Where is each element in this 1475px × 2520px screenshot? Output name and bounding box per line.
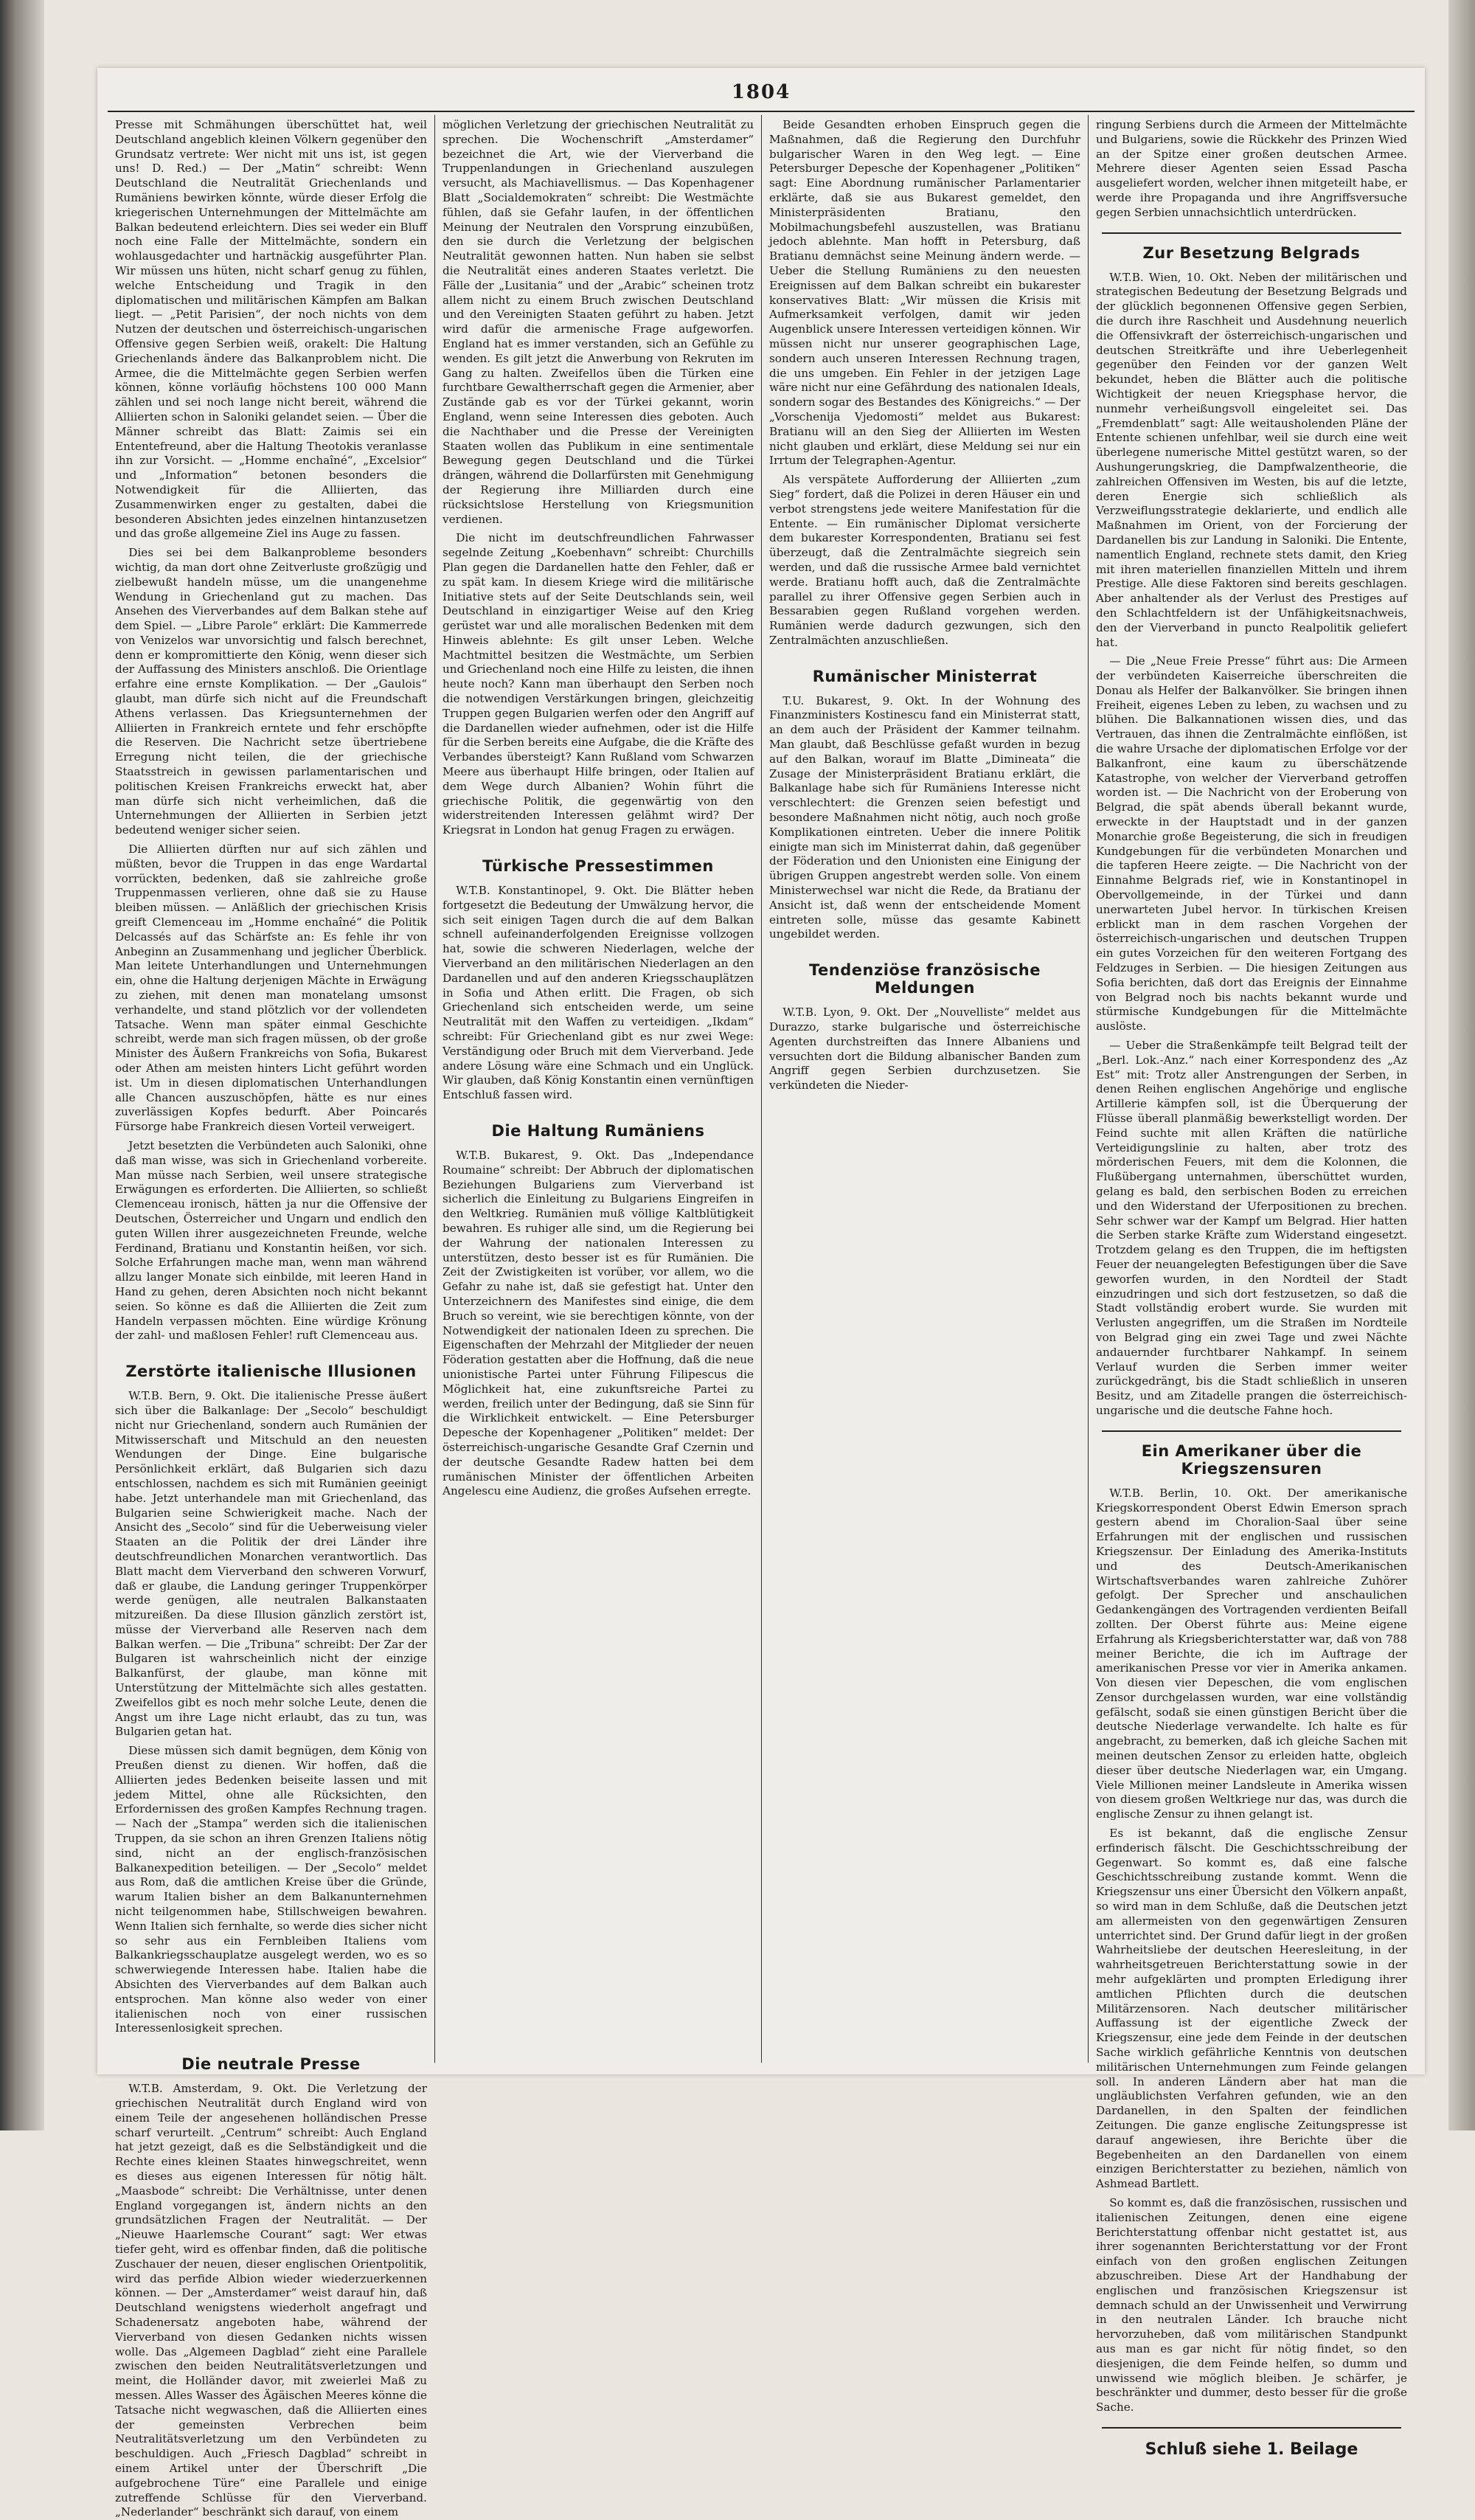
article-headline: Tendenziöse französische Meldungen (809, 961, 1041, 997)
article-headline: Rumänischer Ministerrat (812, 667, 1038, 685)
column-1 (108, 115, 434, 2519)
article-paragraph: Als verspätete Aufforderung der Alliierten „zum Sieg“ fordert, daß die Polizei in deren Häuser ein und verbot strengstens jede weitere Manifestation für die Entente. — Ein rumänischer Diplomat versicherte dem bukarester Korrespondenten, Bratianu sei fest überzeugt, daß die Zentralmächte siegreich sein werden, und daß die russische Armee bald vernichtet werde. Bratianu hofft auch, daß die Zentralmächte parallel zu ihrer Offensive gegen Serbien auch in Bessarabien gegen Rußland vorgehen werden. Rumänien werde dadurch gezwungen, sich den Zentralmächten anzuschließen. (769, 473, 1080, 647)
article-paragraph: W.T.B. Berlin, 10. Okt. Der amerikanische Kriegskorrespondent Oberst Edwin Emerson sprach gestern abend im Choralion-Saal über seine Erfahrungen mit der englischen und russischen Kriegszensur. Der Einladung des Amerika-Instituts und des Deutsch-Amerikanischen Wirtschaftsverbandes waren zahlreiche Zuhörer gefolgt. Der Sprecher und anschaulichen Gedankengängen des Vortragenden verdienten Beifall zollten. Der Oberst führte aus: Meine eigene Erfahrung als Kriegsberichterstatter war, daß von 788 meiner Berichte, die ich im Auftrage der amerikanischen Presse vor vier in Amerika ankamen. Von diesen vier Depeschen, die vom englischen Zensor durchgelassen wurden, war eine vollständig gefälscht, sodaß sie einen günstigen Bericht über die deutsche Niederlage verwandelte. Ich halte es für angebracht, zu bemerken, daß ich gleiche Sachen mit meinen deutschen Zensor zu erleiden hatte, obgleich dieser über deutsche Niederlagen war, ein Umgang. Viele Millionen meiner Landsleute in Amerika wissen von diesem großen Weltkriege nur das, was durch die englische Zensur zu ihnen gelangt ist. (1096, 1486, 1407, 1821)
article-paragraph: möglichen Verletzung der griechischen Neutralität zu sprechen. Die Wochenschrift „Amsterdamer“ bezeichnet die Art, wie der Vierverband die Truppenlandungen in Griechenland auszulegen versucht, als Machiavellismus. — Das Kopenhagener Blatt „Socialdemokraten“ schreibt: Die Westmächte fühlen, daß sie Gefahr laufen, in der öffentlichen Meinung der Neutralen den Vorsprung einzubüßen, den sie durch die Verletzung der belgischen Neutralität gewonnen hatten. Nun haben sie selbst die Neutralität eines anderen Staates verletzt. Die Fälle der „Lusitania“ und der „Arabic“ scheinen trotz allem nicht zu einem Bruch zwischen Deutschland und den Vereinigten Staaten geführt zu haben. Jetzt wird dafür die armenische Frage aufgeworfen. England hat es immer verstanden, sich an Gefühle zu wenden. Es gilt jetzt die Anwerbung von Rekruten im Gang zu halten. Zweifellos üben die Türken eine furchtbare Gewaltherrschaft gegen die Armenier, aber Zustände gab es vor der Türkei gekannt, worin England, wenn seine Interessen dies geboten. Auch die Nachthaber und die Presse der Vereinigten Staaten wollen das Publikum in eine sentimentale Bewegung gegen Deutschland und die Türkei drängen, während die Dollarfürsten mit Genehmigung der Regierung ihre Milliarden durch eine rücksichtslose Herstellung von Kriegsmunition verdienen. (442, 118, 754, 526)
newspaper-page (97, 68, 1425, 2519)
article-paragraph: W.T.B. Lyon, 9. Okt. Der „Nouvelliste“ meldet aus Durazzo, starke bulgarische und österreichische Agenten durchstreiften das Innere Albaniens und versuchten dort die Bildung albanischer Banden zum Angriff gegen Serbien durchzusetzen. Sie verkündeten die Nieder- (769, 1005, 1080, 1093)
article-headline: Zur Besetzung Belgrads (1142, 243, 1361, 262)
header-rule (108, 111, 1415, 112)
article-paragraph: Jetzt besetzten die Verbündeten auch Saloniki, ohne daß man wisse, was sich in Griechenland vorbereite. Man müsse nach Serbien, weil unsere strategische Erwägungen es erforderten. Die Alliierten, so schließt Clemenceau ironisch, hätten ja nur die Offensive der Deutschen, Österreicher und Ungarn und endlich den guten Willen ihrer ausgezeichneten Freunde, welche Ferdinand, Bratianu und Konstantin heißen, vor sich. Solche Erfahrungen mache man, wenn man während allzu langer Monate sich einbilde, mit leeren Hand in Hand zu gehen, deren Absichten noch nicht bekannt seien. So könne es daß die Alliierten die Zeit zum Handeln verpassen möchten. Eine würdige Krönung der zahl- und maßlosen Fehler! ruft Clemenceau aus. (115, 1138, 427, 1343)
article-headline: Die neutrale Presse (181, 2055, 361, 2074)
article-paragraph: Es ist bekannt, daß die englische Zensur erfinderisch fälscht. Die Geschichtsschreibung der Gegenwart. So kommt es, daß eine falsche Geschichtsschreibung zustande kommt. Wenn die Kriegszensur uns einer Übersicht den Völkern anpaßt, so wird man in dem Schluße, daß die Deutschen jetzt am allermeisten von den gegenwärtigen Zensuren unterrichtet sind. Der Grund dafür liegt in der großen Wahrheitsliebe der deutschen Heeresleitung, in der wahrheitsgetreuen Berichterstattung sowie in der mehr aufgeklärten und prompten Erledigung ihrer amtlichen Pflichten durch die deutschen Militärzensoren. Nach deutscher militärischer Auffassung ist der eigentliche Zweck der Kriegszensur, eine jede dem Feinde in der deutschen Sache wirklich gefährliche Kenntnis von deutschen militärischen Unternehmungen zum Feinde gelangen soll. In anderen Ländern aber hat man die ungläublichsten Verfahren gefunden, wie an den Dardanellen, in den Spalten der feindlichen Zeitungen. Die ganze englische Zeitungspresse ist darauf angewiesen, ihre Berichte über die Begebenheiten an den Dardanellen von einem einzigen Berichterstatter zu beziehen, nämlich von Ashmead Bartlett. (1096, 1827, 1407, 2191)
article-headline: Die Haltung Rumäniens (491, 1122, 705, 1140)
article-paragraph: — Ueber die Straßenkämpfe teilt Belgrad teilt der „Berl. Lok.-Anz.“ nach einer Korrespondenz des „Az Est“ mit: Trotz aller Anstrengungen der Serben, in denen Reihen englischen Angehörige und englische Artillerie kämpfen soll, ist die Überquerung der Flüsse überall planmäßig bewerkstelligt worden. Der Feind suchte mit allen Kräften die natürliche Verteidigungslinie zu halten, aber trotz des mörderischen Feuers, mit dem die Kolonnen, die Flußübergang unternahmen, überschüttet wurden, gelang es bald, den serbischen Boden zu erreichen und den Widerstand der Uferpositionen zu brechen. Sehr schwer war der Kampf um Belgrad. Hier hatten die Serben starke Kräfte zum Widerstand eingesetzt. Trotzdem gelang es den Truppen, die im heftigsten Feuer der neuangelegten Befestigungen über die Save geworfen wurden, in den Nordteil der Stadt einzudringen und sich dort festzusetzen, so daß die Stadt vollständig erobert wurde. Sie wurden mit Verlusten angegriffen, um die Straßen im Nordteile von Belgrad ging ein zwei Tage und zwei Nächte andauernder furchtbarer Nahkampf. In seinem Verlauf wurden die Serben immer weiter zurückgedrängt, bis die Stadt schließlich in unseren Besitz, und am Zitadelle prangen die österreichisch-ungarische und die deutsche Fahne hoch. (1096, 1039, 1407, 1417)
book-binding-edge (0, 0, 44, 2130)
article-paragraph: ringung Serbiens durch die Armeen der Mittelmächte und Bulgariens, sowie die Rückkehr des Prinzen Wied an der Spitze einer großen deutschen Armee. Mehrere dieser Agenten seien Essad Pascha ausgeliefert worden, welcher ihnen mitgeteilt habe, er werde ihre Propaganda und ihre Angriffsversuche gegen Serbien unnachsichtlich unterdrücken. (1096, 118, 1407, 219)
article-paragraph: T.U. Bukarest, 9. Okt. In der Wohnung des Finanzministers Kostinescu fand ein Ministerrat statt, an dem auch der Präsident der Kammer teilnahm. Man glaubt, daß Beschlüsse gefaßt wurden in bezug auf den Balkan, worauf im Blatte „Dimineata“ die Zusage der Ministerpräsident Bratianu erklärt, die Balkanlage habe sich für Rumäniens Interesse nicht verschlechtert: die Grenzen seien befestigt und besondere Maßnahmen nicht nötig, auch noch große Komplikationen eintreten. Ueber die innere Politik einigte man sich im Ministerrat dahin, daß gegenüber der Föderation und den Unionisten eine Einigung der übrigen Gruppen angestrebt werden solle. Von einem Ministerwechsel war nicht die Rede, da Bratianu der Ansicht ist, daß wenn der entscheidende Moment eintreten solle, müsse das gesamte Kabinett ungebildet werden. (769, 693, 1080, 941)
article-paragraph: W.T.B. Bern, 9. Okt. Die italienische Presse äußert sich über die Balkanlage: Der „Secolo“ beschuldigt nicht nur Griechenland, sondern auch Rumänien der Mitwisserschaft und Mitschuld an den neuesten Wendungen der Dinge. Eine bulgarische Persönlichkeit erklärt, daß Bulgarien sich dazu entschlossen, nachdem es sich mit Rumänien geeinigt habe. Jetzt unterhandele man mit Griechenland, das Bulgarien seine Schwierigkeit mache. Nach der Ansicht des „Secolo“ sind für die Ueberweisung vieler Staaten an die Politik der drei Länder ihre deutschfreundlichen Monarchen verantwortlich. Das Blatt macht dem Vierverband den schweren Vorwurf, daß er glaube, die Landung geringer Truppenkörper werde genügen, alle neutralen Balkanstaaten mitzureißen. Da diese Illusion gänzlich zerstört ist, müsse der Vierverband alle Reserven nach dem Balkan werfen. — Die „Tribuna“ schreibt: Der Zar der Bulgaren ist wahrscheinlich nicht der einzige Balkanfürst, der glaube, man könne mit Unterstützung der Mittelmächte sich alles gestatten. Zweifellos gibt es noch mehr solche Leute, denen die Angst um ihre Lage nicht erlaubt, das zu tun, was Bulgarien getan hat. (115, 1389, 427, 1739)
article-headline: Türkische Pressestimmen (482, 857, 714, 876)
continuation-note: Schluß siehe 1. Beilage (1145, 2440, 1358, 2459)
article-headline: Ein Amerikaner über die Kriegszensuren (1141, 1441, 1362, 1478)
article-paragraph: Diese müssen sich damit begnügen, dem König von Preußen dienst zu dienen. Wir hoffen, daß die Alliierten jedes Bedenken beiseite lassen und mit jedem Mittel, ohne alle Rücksichten, den Erfordernissen des großen Kampfes Rechnung tragen. — Nach der „Stampa“ werden sich die italienischen Truppen, da sie schon an ihren Grenzen Italiens nötig sind, nicht an der englisch-französischen Balkanexpedition beteiligen. — Der „Secolo“ meldet aus Rom, daß die amtlichen Kreise über die Gründe, warum Italien bisher an dem Balkanunternehmen nicht teilgenommen habe, Stillschweigen bewahren. Wenn Italien sich fernhalte, so werde dies sicher nicht so sehr aus ein Fernbleiben Italiens vom Balkankriegsschauplatze ausgelegt werden, wo es so schwerwiegende Interessen habe. Italien habe die Absichten des Vierverbandes auf dem Balkan auch entsprochen. Man könne also weder von einer italienischen noch von einer russischen Interessenlosigkeit sprechen. (115, 1744, 427, 2035)
page-number: 1804 (731, 81, 791, 103)
column-3 (761, 115, 1088, 2063)
article-separator (1102, 232, 1401, 234)
page-stack-edge (1448, 0, 1475, 2130)
article-paragraph: Die nicht im deutschfreundlichen Fahrwasser segelnde Zeitung „Koebenhavn“ schreibt: Churchills Plan gegen die Dardanellen hatte den Fehler, daß er zu spät kam. In diesem Kriege wird die militärische Initiative stets auf der Seite Deutschlands sein, weil Deutschland in einzigartiger Weise auf den Krieg gerüstet war und alle moralischen Bedenken mit dem Hinweis ablehnte: Es gilt unser Leben. Welche Machtmittel besitzen die Westmächte, um Serbien und Griechenland noch eine Hilfe zu leisten, die ihnen heute noch? Kann man überhaupt den Serben noch die notwendigen Verstärkungen bringen, gleichzeitig Truppen gegen Bulgarien werfen oder den Angriff auf die Dardanellen wieder aufnehmen, oder ist die Hilfe für die Serben bereits eine Aufgabe, die die Kräfte des Verbandes übersteigt? Kann Rußland vom Schwarzen Meere aus überhaupt Hilfe bringen, oder Italien auf dem Wege durch Albanien? Wohin führt die griechische Politik, die gegenwärtig von den widerstreitenden Interessen gelähmt wird? Der Kriegsrat in London hat genug Fragen zu erwägen. (442, 531, 754, 837)
article-paragraph: W.T.B. Bukarest, 9. Okt. Das „Independance Roumaine“ schreibt: Der Abbruch der diplomatischen Beziehungen Bulgariens zum Vierverband ist sicherlich die Einleitung zu Bulgariens Eingreifen in den Weltkrieg. Rumänien muß völlige Kaltblütigkeit bewahren. Es ruhiger alle sind, um die Regierung bei der Wahrung der nationalen Interessen zu unterstützen, desto besser ist es für Rumänien. Die Zeit der Zwistigkeiten ist vorüber, vor allem, wo die Gefahr zu nahe ist, daß sie gefestigt hat. Unter den Unterzeichnern des Manifestes sind einige, die dem Bruch so vereint, wie sie berechtigen könnte, von der Notwendigkeit der nationalen Ideen zu sprechen. Die Eigenschaften der Mehrzahl der Mitglieder der neuen Föderation gestatten aber die Hoffnung, daß die neue unionistische Partei unter Führung Filipescus die Möglichkeit hat, eine zukunftsreiche Partei zu werden, freilich unter der Bedingung, daß sie Sinn für die Wirklichkeit entwickelt. — Eine Petersburger Depesche der Kopenhagener „Politiken“ meldet: Der österreichisch-ungarische Gesandte Graf Czernin und der deutsche Gesandte Radew hatten bei dem rumänischen Minister der öffentlichen Arbeiten Angelescu eine Audienz, die großes Aufsehen erregte. (442, 1149, 754, 1498)
text-columns (108, 115, 1415, 2519)
article-paragraph: — Die „Neue Freie Presse“ führt aus: Die Armeen der verbündeten Kaiserreiche überschreiten die Donau als Helfer der Balkanvölker. Sie bringen ihnen Freiheit, eigenes Leben zu leben, zu wachsen und zu blühen. Die Balkannationen wissen dies, und das Vertrauen, das ihnen die Zentralmächte einflößen, ist die wahre Ursache der diplomatischen Erfolge vor der Balkanfront, eine kaum zu überschätzende Katastrophe, von welcher der Vierverband getroffen worden ist. — Die Nachricht von der Eroberung von Belgrad, die spät abends überall bekannt wurde, erweckte in der Hauptstadt und in der ganzen Monarchie große Begeisterung, die sich in freudigen Kundgebungen für die verbündeten Monarchen und die tapferen Heere zeigte. — Die Nachricht von der Einnahme Belgrads rief, wie in Konstantinopel in Obervollgemeinde, in der Türkei und dann unerwarteten Jubel hervor. In türkischen Kreisen erblickt man in dem raschen Vorgehen der österreichisch-ungarischen und deutschen Truppen ein gutes Vorzeichen für den weiteren Fortgang des Feldzuges in Serbien. — Die hiesigen Zeitungen aus Sofia berichten, daß dort das Ereignis der Einnahme von Belgrad noch bis nachts bekannt wurde und stürmische Kundgebungen für die Mittelmächte auslöste. (1096, 654, 1407, 1034)
article-paragraph: So kommt es, daß die französischen, russischen und italienischen Zeitungen, denen eine eigene Berichterstattung offenbar nicht gestattet ist, aus ihrer sogenannten Berichterstattung vor der Front einfach von den großen englischen Zeitungen abzuschreiben. Diese Art der Handhabung der englischen und französischen Kriegszensur ist demnach schuld an der Unwissenheit und Verwirrung in den neutralen Länder. Ich brauche nicht hervorzuheben, daß vom militärischen Standpunkt aus man es gar nicht für nötig findet, so den diesjenigen, die dem Feinde helfen, so dumm und unwissend wie möglich bleiben. Je schärfer, je beschränkter und dummer, desto besser für die große Sache. (1096, 2195, 1407, 2415)
article-separator (1102, 2427, 1401, 2429)
article-headline: Zerstörte italienische Illusionen (125, 1363, 417, 1381)
article-paragraph: W.T.B. Wien, 10. Okt. Neben der militärischen und strategischen Bedeutung der Besetzung Belgrads und der glücklich begonnenen Offensive gegen Serbien, die durch ihre Raschheit und Ausdehnung neuerlich die Offensivkraft der österreichisch-ungarischen und deutschen Streitkräfte und ihre Ueberlegenheit gegenüber den Feinden vor der ganzen Welt bekundet, heben die Blätter auch die politische Wichtigkeit der neuen Kriegsphase hervor, die nunmehr verheißungsvoll eingeleitet sei. Das „Fremdenblatt“ sagt: Alle weitausholenden Pläne der Entente schienen unfehlbar, weil sie durch eine weit überlegene numerische Mittel gestützt waren, so der Aushungerungskrieg, die Dampfwalzentheorie, die zahlreichen Offensiven im Westen, bis auf die letzte, deren Energie sich schließlich als Verzweiflungsstrategie deklarierte, und endlich alle Maßnahmen im Orient, von der Forcierung der Dardanellen bis zur Landung in Saloniki. Die Entente, namentlich England, rechnete stets damit, den Krieg mit ihren materiellen finanziellen Mitteln und ihrem Prestige. Alle diese Faktoren sind bereits geschlagen. Aber anhaltender als der Verlust des Prestiges auf den Schlachtfeldern ist der Unfähigkeitsnachweis, den der Vierverband in puncto Realpolitik geliefert hat. (1096, 270, 1407, 649)
column-4 (1088, 115, 1415, 2459)
article-paragraph: Dies sei bei dem Balkanprobleme besonders wichtig, da man dort ohne Zeitverluste großzügig und zielbewußt handeln müsse, um die unangenehme Wendung in Griechenland gut zu machen. Das Ansehen des Vierverbandes auf dem Balkan stehe auf dem Spiel. — „Libre Parole“ erklärt: Die Kammerrede von Venizelos war unvorsichtig und falsch berechnet, denn er kompromittierte den König, wenn dieser sich der Auffassung des Ministers anschloß. Die Orientlage erfahre eine ernste Komplikation. — Der „Gaulois“ glaubt, man dürfe sich nicht auf die Freundschaft Athens verlassen. Das Kriegsunternehmen der Alliierten in Frankreich erntete und fehr erschöpfte die Reserven. Die Nachricht setze übertriebene Erregung nicht teilen, die der griechische Staatsstreich in gewissen parlamentarischen und politischen Kreisen Frankreichs erweckt hat, aber man dürfe sich nicht verheimlichen, daß die Unternehmungen der Alliierten in Serbien jetzt bedeutend weniger sicher seien. (115, 546, 427, 837)
article-paragraph: Die Alliierten dürften nur auf sich zählen und müßten, bevor die Truppen in das enge Wardartal vorrückten, bedenken, daß sie zahlreiche große Truppenmassen verlieren, ohne daß sie zu Hause bleiben müssen. — Anläßlich der griechischen Krisis greift Clemenceau im „Homme enchaîné“ die Politik Delcassés auf das Schärfste an: Es fehle ihr von Anbeginn an Zusammenhang und jeglicher Überblick. Man leitete Unterhandlungen und Unternehmungen ein, ohne die Haltung derjenigen Mächte in Erwägung zu ziehen, mit denen man monatelang umsonst verhandelte, und stand plötzlich vor der vollendeten Tatsache. Wenn man später einmal Geschichte schreibt, werde man sich fragen müssen, ob der große Minister des Äußern Frankreichs von Sofia, Bukarest oder Athen am meisten hinters Licht geführt worden ist. Um in diesen diplomatischen Unterhandlungen alle Chancen auszuschöpfen, hätte es nur eines zuverlässigen Kopfes bedurft. Aber Poincarés Fürsorge habe Frankreich diesen Vorteil verweigert. (115, 842, 427, 1134)
article-paragraph: Beide Gesandten erhoben Einspruch gegen die Maßnahmen, daß die Regierung den Durchfuhr bulgarischer Waren in den Weg legt. — Eine Petersburger Depesche der Kopenhagener „Politiken“ sagt: Eine Abordnung rumänischer Parlamentarier erklärte, daß sie aus Bukarest gemeldet, den Ministerpräsidenten Bratianu, den Mobilmachungsbefehl auszustellen, was Bratianu jedoch ablehnte. Man hofft in Petersburg, daß Bratianu demnächst seine Meinung ändern werde. — Ueber die Stellung Rumäniens zu den neuesten Ereignissen auf dem Balkan schreibt ein bukarester konservatives Blatt: „Wir müssen die Krisis mit Aufmerksamkeit verfolgen, damit wir jeden Augenblick unsere Interessen verteidigen können. Wir müssen nicht nur unserer geographischen Lage, sondern auch unseren Interessen Rechnung tragen, die uns umgeben. Ein Fehler in der jetzigen Lage wäre nicht nur eine Gefährdung des nationalen Ideals, sondern sogar des Bestandes des Königreichs.“ — Der „Vorschenija Vjedomosti“ meldet aus Bukarest: Bratianu will an den Sieg der Alliierten im Westen nicht glauben und erklärt, diese Meldung sei nur ein Irrtum der Telegraphen-Agentur. (769, 118, 1080, 468)
article-paragraph: W.T.B. Amsterdam, 9. Okt. Die Verletzung der griechischen Neutralität durch England wird von einem Teile der angesehenen holländischen Presse scharf verurteilt. „Centrum“ schreibt: Auch England hat jetzt gezeigt, daß es die Selbständigkeit und die Rechte eines kleinen Staates hinwegschreitet, wenn es dieses aus eigenen Interessen für nötig hält. „Maasbode“ schreibt: Die Verhältnisse, unter denen England vorgegangen ist, ändern nichts an den grundsätzlichen Fragen der Neutralität. — Der „Nieuwe Haarlemsche Courant“ sagt: Wer etwas tiefer geht, wird es offenbar finden, daß die politische Zuschauer der neuen, dieser englischen Orientpolitik, wird das perfide Albion wieder wiederzuerkennen können. — Der „Amsterdamer“ weist darauf hin, daß Deutschland wenigstens wiederholt angefragt und Schadenersatz angeboten habe, während der Vierverband von diesen Gedanken nichts wissen wolle. Das „Algemeen Dagblad“ zieht eine Parallele zwischen den beiden Neutralitätsverletzungen und meint, die Holländer davor, mit zweierlei Maß zu messen. Alles Wasser des Ägäischen Meeres könne die Tatsache nicht wegwaschen, daß die Alliierten eines der gemeinsten Verbrechen beim Neutralitätsverletzung um den Verbündeten zu beschuldigen. Auch „Friesch Dagblad“ schreibt in einem Artikel unter der Überschrift „Die aufgebrochene Türe“ eine Parallele und einige zutreffende Schlüsse für den Vierverband. „Nederlander“ beschränkt sich darauf, von einem (115, 2082, 428, 2519)
column-2 (434, 115, 761, 2063)
article-separator (1102, 1430, 1401, 1432)
article-paragraph: Presse mit Schmähungen überschüttet hat, weil Deutschland angeblich kleinen Völkern gegenüber den Grundsatz vertrete: Wer nicht mit uns ist, ist gegen uns! D. Red.) — Der „Matin“ schreibt: Wenn Deutschland die Neutralität Griechenlands und Rumäniens bewirken könnte, würde dieser Erfolg die kriegerischen Unternehmungen der Mittelmächte am Balkan bedeutend erleichtern. Dies sei weder ein Bluff noch eine Falle der Mittelmächte, sondern ein wohlausgedachter und hartnäckig ausgeführter Plan. Wir müssen uns hüten, nicht scharf genug zu fühlen, welche Entscheidung und Tragik in den diplomatischen und militärischen Kämpfen am Balkan liegt. — „Petit Parisien“, der noch nichts von dem Nutzen der deutschen und österreichisch-ungarischen Offensive gegen Serbien weiß, orakelt: Die Haltung Griechenlands ändere das Balkanproblem nicht. Die Armee, die die Mittelmächte gegen Serbien werfen können, könne vorläufig höchstens 100 000 Mann zählen und sei noch lange nicht bereit, während die Alliierten schon in Saloniki gelandet seien. — Über die Männer schreibt das Blatt: Zaimis sei ein Ententefreund, aber die Haltung Theotokis veranlasse ihn zur Vorsicht. — „Homme enchaîné“, „Excelsior“ und „Information“ betonen besonders die Notwendigkeit für die Alliierten, das Zusammenwirken enger zu gestalten, dabei die besonderen Absichten jedes einzelnen hintanzusetzen und das große allgemeine Ziel ins Auge zu fassen. (115, 118, 427, 541)
article-paragraph: W.T.B. Konstantinopel, 9. Okt. Die Blätter heben fortgesetzt die Bedeutung der Umwälzung hervor, die sich seit einigen Tagen durch die auf dem Balkan schnell aufeinanderfolgenden Ereignisse vollzogen hat, sowie die schweren Niederlagen, welche der Vierverband an den militärischen Niederlagen an den Dardanellen und auf den anderen Kriegsschauplätzen in Sofia und Athen erlitt. Die Fragen, ob sich Griechenland sich entscheiden werde, um seine Neutralität mit den Waffen zu verteidigen. „Ikdam“ schreibt: Für Griechenland gibt es nur zwei Wege: Verständigung oder Bruch mit dem Vierverband. Jede andere Lösung wäre eine Schmach und ein Unglück. Wir glauben, daß König Konstantin einen vernünftigen Entschluß fassen wird. (442, 884, 754, 1102)
